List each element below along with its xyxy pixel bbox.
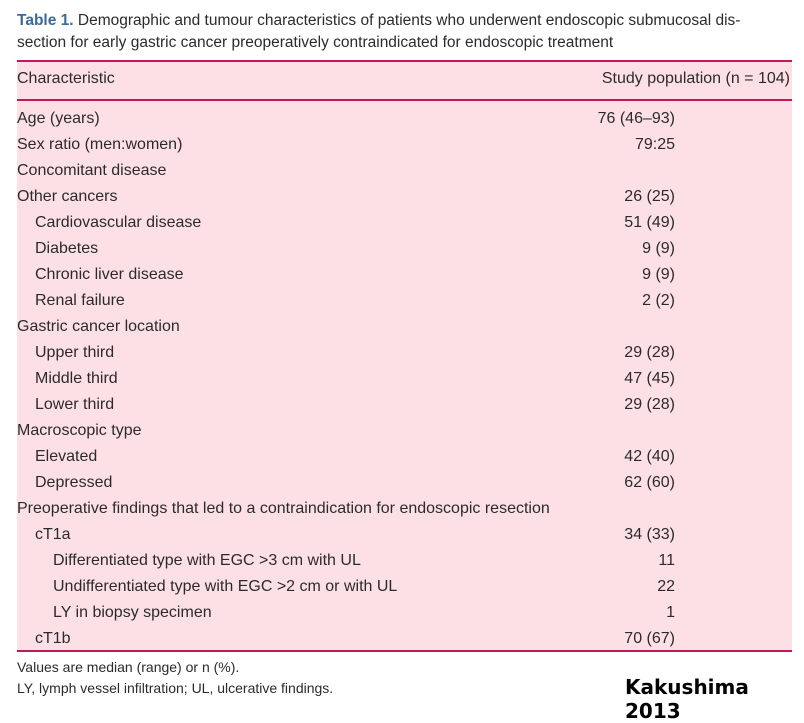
row-value: 76 (46–93) [597,110,675,127]
footnote-values: Values are median (range) or n (%). [17,659,240,675]
table-row [17,314,792,340]
row-value: 22 [657,578,675,595]
source-watermark: Kakushima 2013 [625,675,749,723]
row-label: Renal failure [35,292,125,309]
row-label: Cardiovascular disease [35,214,202,231]
caption-label: Table 1. [17,12,74,29]
row-value: 62 (60) [624,474,675,491]
table-row [17,548,792,574]
table-row [17,158,792,184]
table-row [17,626,792,652]
row-value: 51 (49) [624,214,675,231]
table-row [17,288,792,314]
header-population: Study population (n = 104) [601,70,790,87]
row-label: LY in biopsy specimen [53,604,212,621]
table-caption [17,10,787,54]
row-label: cT1a [35,526,71,543]
caption-text: Demographic and tumour characteristics of patients who underwent endoscopic submucosal dis-section for early gastric cancer preoperatively contraindicated for endoscopic treatment [17,12,741,51]
table-footnotes [17,657,333,699]
table-row [17,392,792,418]
row-label: Elevated [35,448,98,465]
row-value: 42 (40) [624,448,675,465]
table-row [17,600,792,626]
row-label: Gastric cancer location [17,318,180,335]
row-label: Preoperative findings that led to a contraindication for endoscopic resection [17,500,550,517]
row-value: 79:25 [634,136,675,153]
row-value: 2 (2) [642,292,675,309]
row-value: 9 (9) [642,240,675,257]
header-characteristic: Characteristic [17,70,115,87]
row-value: 34 (33) [624,526,675,543]
row-label: Diabetes [35,240,99,257]
table-row [17,340,792,366]
row-label: Other cancers [17,188,118,205]
row-value: 29 (28) [624,344,675,361]
table-row [17,184,792,210]
row-label: Differentiated type with EGC >3 cm with UL [53,552,361,569]
row-label: Macroscopic type [17,422,142,439]
row-value: 70 (67) [624,630,675,647]
row-label: Concomitant disease [17,162,167,179]
table-row [17,236,792,262]
table-row [17,496,792,522]
row-label: Upper third [35,344,115,361]
table-row [17,470,792,496]
row-label: Middle third [35,370,118,387]
data-table [17,60,792,652]
footnote-abbreviations: LY, lymph vessel infiltration; UL, ulcerative findings. [17,680,334,696]
row-label: Depressed [35,474,113,491]
table-row [17,210,792,236]
row-value: 1 [666,604,675,621]
row-label: Lower third [35,396,115,413]
row-label: cT1b [35,630,71,647]
row-value: 29 (28) [624,396,675,413]
row-label: Chronic liver disease [35,266,184,283]
table-body [17,106,792,652]
table-row [17,444,792,470]
row-value: 9 (9) [642,266,675,283]
table-row [17,366,792,392]
table-row [17,418,792,444]
row-value: 26 (25) [624,188,675,205]
row-label: Age (years) [17,110,100,127]
table-header [17,62,792,101]
table-row [17,574,792,600]
table-row [17,106,792,132]
row-value: 47 (45) [624,370,675,387]
table-row [17,522,792,548]
table-row [17,132,792,158]
row-label: Sex ratio (men:women) [17,136,183,153]
table-row [17,262,792,288]
row-value: 11 [658,552,675,569]
row-label: Undifferentiated type with EGC >2 cm or with UL [53,578,398,595]
